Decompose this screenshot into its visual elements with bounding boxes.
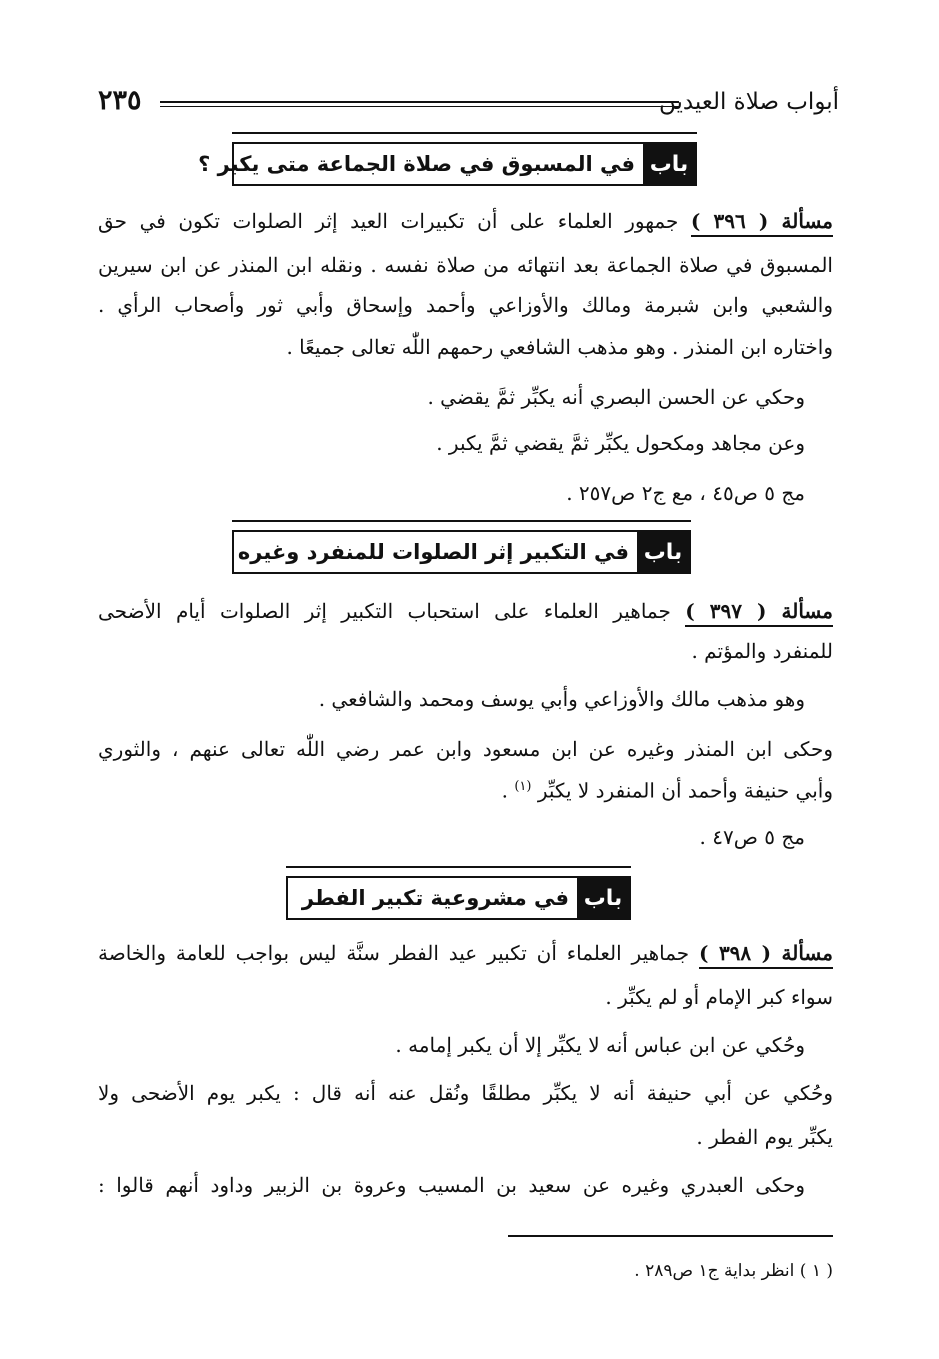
bab-label: باب bbox=[643, 144, 695, 184]
text-line: وحُكي عن أبي حنيفة أنه لا يكبِّر مطلقًا ونُقل عنه أنه قال : يكبر يوم الأضحى ولا bbox=[98, 1081, 833, 1105]
text-line: للمنفرد والمؤتم . bbox=[691, 639, 833, 663]
heading-box bbox=[232, 530, 691, 574]
page-number: ٢٣٥ bbox=[98, 85, 142, 116]
masala-number: مسألة ( ٣٩٨ ) bbox=[699, 941, 833, 969]
header-rule bbox=[160, 101, 679, 103]
text-line: واختاره ابن المنذر . وهو مذهب الشافعي رحمهم اللّٰه تعالى جميعًا . bbox=[286, 335, 833, 359]
section-title: في المسبوق في صلاة الجماعة متى يكبر ؟ bbox=[198, 152, 635, 176]
text-line: وحُكي عن ابن عباس أنه لا يكبِّر إلا أن يكبر إمامه . bbox=[395, 1033, 805, 1057]
text-line: يكبِّر يوم الفطر . bbox=[696, 1125, 833, 1149]
section-title: في مشروعية تكبير الفطر bbox=[301, 886, 569, 910]
text-line: وحكى العبدري وغيره عن سعيد بن المسيب وعروة بن الزبير وداود أنهم قالوا : bbox=[98, 1173, 805, 1197]
text-line bbox=[98, 772, 833, 806]
heading-rule bbox=[232, 132, 697, 134]
header-title: أبواب صلاة العيدين bbox=[658, 89, 839, 115]
bab-label: باب bbox=[637, 532, 689, 572]
line-text: جماهير العلماء أن تكبير عيد الفطر سنَّة ليس بواجب للعامة والخاصة bbox=[98, 941, 700, 965]
text-line: المسبوق في صلاة الجماعة بعد انتهائه من صلاة نفسه . ونقله ابن المنذر عن ابن سيرين bbox=[98, 253, 833, 277]
section-title: في التكبير إثر الصلوات للمنفرد وغيره bbox=[237, 540, 629, 564]
text-line: وحكى ابن المنذر وغيره عن ابن مسعود وابن عمر رضي اللّٰه تعالى عنهم ، والثوري bbox=[98, 737, 833, 761]
text-line bbox=[98, 938, 833, 968]
text-line: سواء كبر الإمام أو لم يكبِّر . bbox=[605, 985, 833, 1009]
section-heading bbox=[286, 866, 631, 920]
heading-rule bbox=[232, 520, 691, 522]
footnote-separator bbox=[508, 1235, 833, 1237]
text-line: وهو مذهب مالك والأوزاعي وأبي يوسف ومحمد والشافعي . bbox=[318, 687, 805, 711]
masala-number: مسألة ( ٣٩٧ ) bbox=[685, 599, 833, 627]
reference-line: مج ٥ ص٤٧ . bbox=[699, 825, 805, 849]
line-text: جماهير العلماء على استحباب التكبير إثر الصلوات أيام الأضحى bbox=[98, 599, 686, 623]
bab-label: باب bbox=[577, 878, 629, 918]
section-heading bbox=[198, 132, 697, 186]
footnote: ( ١ ) انظر بداية ج١ ص٢٨٩ . bbox=[634, 1261, 833, 1281]
heading-box bbox=[286, 876, 631, 920]
running-header bbox=[98, 86, 839, 126]
line-text: . bbox=[501, 778, 515, 803]
text-line: وعن مجاهد ومكحول يكبِّر ثمَّ يقضي ثمَّ يكبر . bbox=[436, 431, 805, 455]
line-text: وأبي حنيفة وأحمد أن المنفرد لا يكبِّر bbox=[537, 778, 833, 803]
text-line bbox=[98, 206, 833, 236]
heading-box bbox=[198, 142, 697, 186]
text-line: والشعبي وابن شبرمة ومالك والأوزاعي وأحمد وإسحاق وأبي ثور وأصحاب الرأي . bbox=[98, 293, 833, 317]
heading-rule bbox=[286, 866, 631, 868]
footnote-marker[interactable]: (١) bbox=[514, 779, 532, 794]
text-line: وحكي عن الحسن البصري أنه يكبِّر ثمَّ يقضي . bbox=[427, 385, 805, 409]
line-text: جمهور العلماء على أن تكبيرات العيد إثر الصلوات تكون في حق bbox=[98, 209, 691, 233]
text-line bbox=[98, 596, 833, 626]
section-heading bbox=[232, 520, 691, 574]
header-rule bbox=[160, 106, 679, 107]
masala-number: مسألة ( ٣٩٦ ) bbox=[691, 209, 833, 237]
reference-line: مج ٥ ص٤٥ ، مع ج٢ ص٢٥٧ . bbox=[566, 481, 805, 505]
